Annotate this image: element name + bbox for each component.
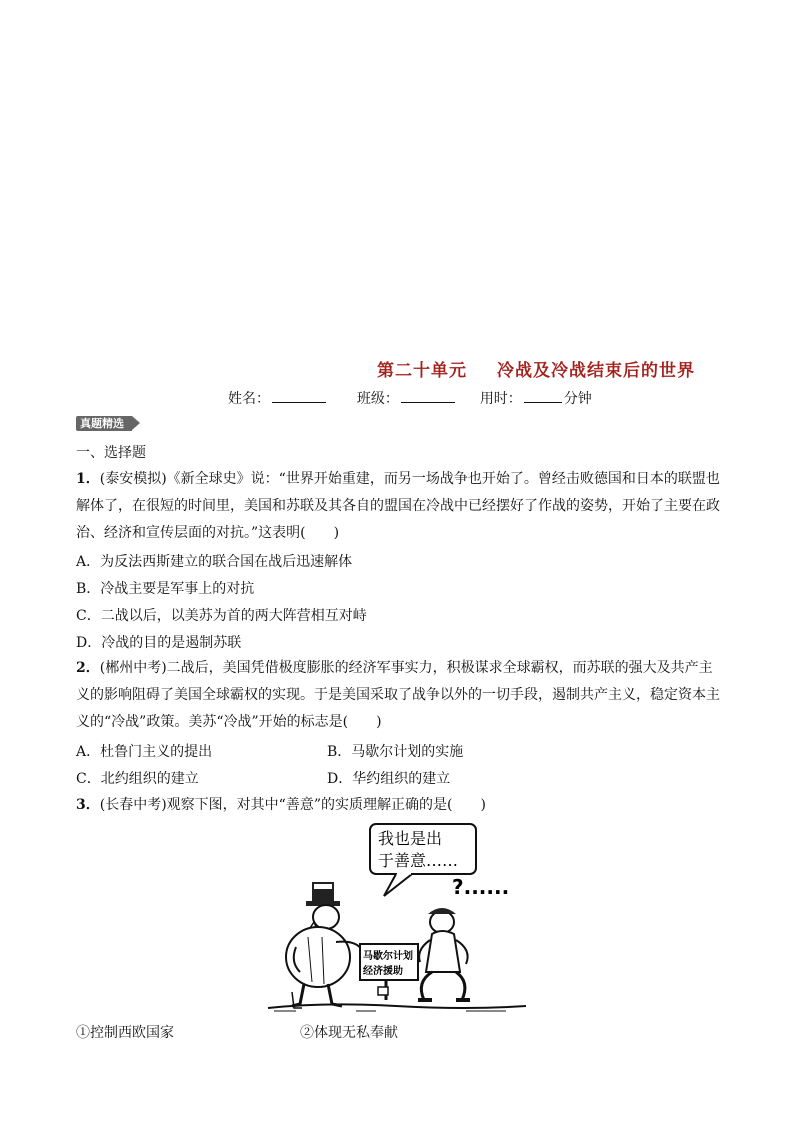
cartoon-illustration <box>266 822 528 1012</box>
question-3 <box>76 792 722 819</box>
option-2b[interactable]: B．马歇尔计划的实施 <box>327 744 464 760</box>
option-3-1[interactable]: ①控制西欧国家 <box>76 1025 174 1041</box>
option-1b[interactable]: B．冷战主要是军事上的对抗 <box>76 581 255 597</box>
question-mark: ?...... <box>452 875 510 899</box>
question-number: 3． <box>76 797 100 813</box>
unit-number: 第二十单元 <box>377 361 467 381</box>
option-1d[interactable]: D．冷战的目的是遏制苏联 <box>76 635 242 651</box>
section-badge: 真题精选 <box>76 416 132 431</box>
class-blank[interactable] <box>401 388 455 403</box>
section-heading: 一、选择题 <box>76 445 146 461</box>
name-blank[interactable] <box>272 388 326 403</box>
time-label: 用时： <box>479 391 522 407</box>
sign-line-2: 经济援助 <box>363 966 403 977</box>
time-unit: 分钟 <box>563 391 592 407</box>
question-text: (郴州中考)二战后，美国凭借极度膨胀的经济军事实力，积极谋求全球霸权，而苏联的强大及共产主义的影响阻碍了美国全球霸权的实现。于是美国采取了战争以外的一切手段，遏制共产主义，稳定资本主义的“冷战”政策。美苏“冷战”开始的标志是( ) <box>76 660 720 730</box>
question-1 <box>76 466 722 547</box>
cartoon-svg <box>266 822 528 1012</box>
option-2c[interactable]: C．北约组织的建立 <box>76 771 199 787</box>
question-2 <box>76 655 722 736</box>
student-info-line <box>228 388 592 408</box>
option-1a[interactable]: A．为反法西斯建立的联合国在战后迅速解体 <box>76 554 353 570</box>
option-3-2[interactable]: ②体现无私奉献 <box>300 1025 398 1041</box>
question-text: (泰安模拟)《新全球史》说：“世界开始重建，而另一场战争也开始了。曾经击败德国和日本的联盟也解体了，在很短的时间里，美国和苏联及其各自的盟国在冷战中已经摆好了作战的姿势，开始了主要在政治、经济和宣传层面的对抗。”这表明( ) <box>76 471 720 541</box>
question-number: 2． <box>76 660 100 676</box>
name-label: 姓名： <box>228 391 270 407</box>
option-1c[interactable]: C．二战以后，以美苏为首的两大阵营相互对峙 <box>76 608 367 624</box>
option-2d[interactable]: D．华约组织的建立 <box>327 771 451 787</box>
time-blank[interactable] <box>524 388 562 403</box>
class-label: 班级： <box>356 391 399 407</box>
unit-title <box>377 356 695 381</box>
bubble-line-2: 于善意…… <box>378 851 459 870</box>
sign-line-1: 马歇尔计划 <box>363 951 413 962</box>
option-2a[interactable]: A．杜鲁门主义的提出 <box>76 744 213 760</box>
bubble-line-1: 我也是出 <box>378 829 443 848</box>
unit-name: 冷战及冷战结束后的世界 <box>497 361 695 381</box>
question-number: 1． <box>76 471 100 487</box>
question-text: (长春中考)观察下图，对其中“善意”的实质理解正确的是( ) <box>99 797 486 813</box>
